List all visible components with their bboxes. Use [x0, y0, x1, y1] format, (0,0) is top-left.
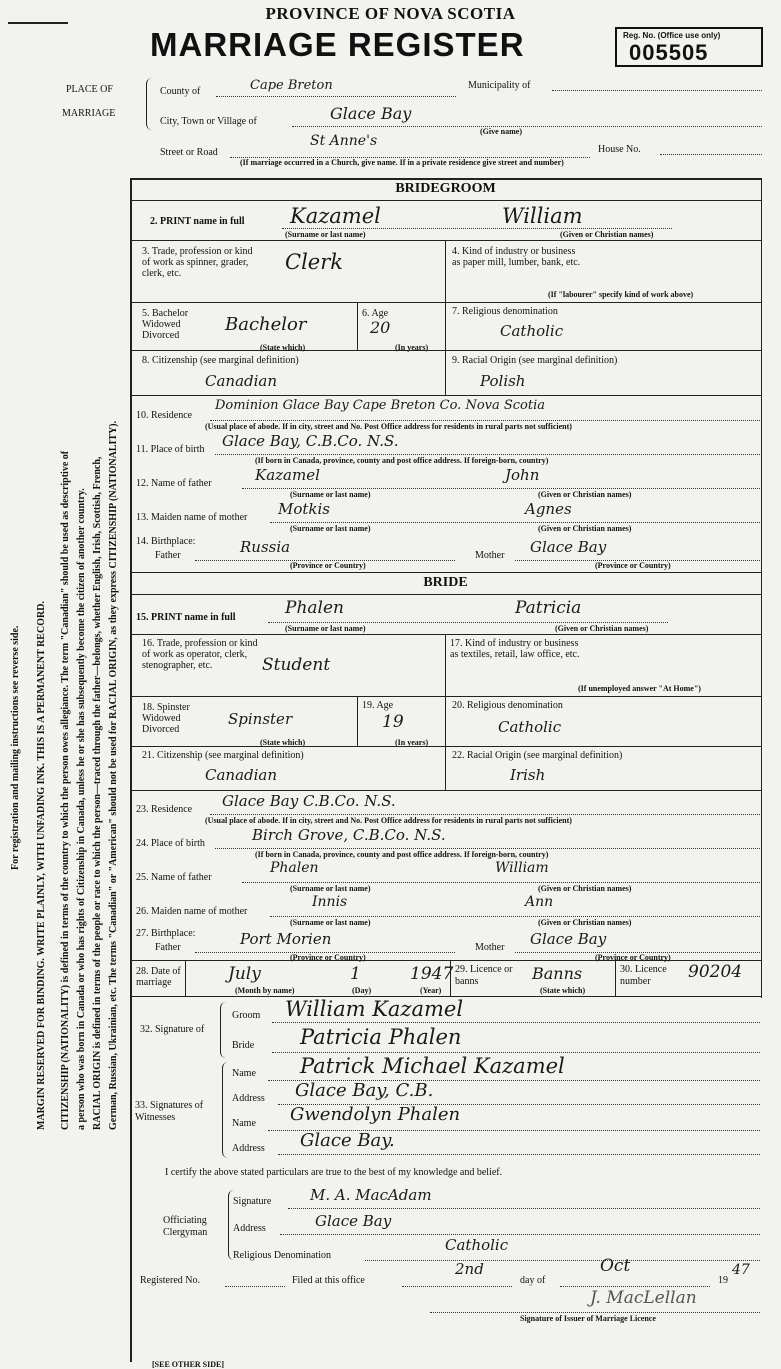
- reg-number-box: [615, 27, 763, 67]
- bride-surname-note: (Surname or last name): [285, 624, 366, 633]
- bride-mother-given-note: (Given or Christian names): [538, 918, 632, 927]
- clergy-denomination: Catholic: [445, 1236, 509, 1254]
- signature-of-label: 32. Signature of: [140, 1024, 205, 1035]
- groom-father-given: John: [505, 466, 540, 484]
- bride-residence-label: 23. Residence: [136, 804, 193, 815]
- groom-status-label: 5. Bachelor Widowed Divorced: [142, 308, 189, 341]
- groom-mother-word: Mother: [475, 550, 505, 561]
- province-heading: PROVINCE OF NOVA SCOTIA: [265, 4, 516, 23]
- bride-birthplace: Birch Grove, C.B.Co. N.S.: [252, 826, 446, 844]
- certify-text: I certify the above stated particulars are true to the best of my knowledge and belief.: [165, 1167, 503, 1178]
- witnesses-label: 33. Signatures of Witnesses: [135, 1100, 204, 1123]
- bride-father-label: 25. Name of father: [136, 872, 212, 883]
- frame-left: [130, 180, 132, 1362]
- bride-industry-label: 17. Kind of industry or business as textiles, retail, law office, etc.: [450, 638, 580, 660]
- bride-status-label: 18. Spinster Widowed Divorced: [142, 702, 190, 735]
- witness-brace: [222, 1062, 229, 1158]
- house-label: House No.: [598, 144, 641, 155]
- bride-mother-given: Ann: [525, 894, 554, 910]
- groom-mother-given-note: (Given or Christian names): [538, 524, 632, 533]
- bride-trade-label: 16. Trade, profession or kind of work as operator, clerk, stenographer, etc.: [142, 638, 258, 671]
- groom-birthplace: Glace Bay, C.B.Co. N.S.: [222, 432, 399, 450]
- margin-line-1: For registration and mailing instructions see reverse side.: [10, 625, 21, 870]
- bride-in-years: (In years): [395, 738, 429, 747]
- groom-father-given-note: (Given or Christian names): [538, 490, 632, 499]
- filed-label: Filed at this office: [292, 1275, 365, 1286]
- bride-residence-note: (Usual place of abode. If in city, street and No. Post Office address for residents in rural parts not sufficient): [205, 816, 572, 825]
- reg-label: Reg. No. (Office use only): [623, 31, 721, 40]
- bride-surname: Phalen: [285, 598, 344, 618]
- bride-given: Patricia: [515, 598, 582, 618]
- place-label-2: MARRIAGE: [62, 108, 116, 119]
- bride-racial: Irish: [510, 766, 546, 784]
- groom-surname: Kazamel: [290, 204, 381, 228]
- form-title: MARRIAGE REGISTER: [150, 26, 525, 63]
- bride-citizenship: Canadian: [205, 766, 278, 784]
- groom-residence: Dominion Glace Bay Cape Breton Co. Nova Scotia: [215, 398, 546, 413]
- filed-day: 2nd: [455, 1260, 484, 1278]
- bride-father-given: William: [495, 860, 549, 876]
- clergy-address: Glace Bay: [315, 1212, 392, 1230]
- banns-label: 29. Licence or banns: [455, 964, 513, 987]
- groom-industry-note: (If "labourer" specify kind of work above): [548, 290, 694, 299]
- marriage-day: 1: [350, 964, 361, 984]
- groom-birthplace-parents-label: 14. Birthplace:: [136, 536, 196, 547]
- bride-father-given-note: (Given or Christian names): [538, 884, 632, 893]
- frame-right: [761, 178, 762, 998]
- groom-given-note: (Given or Christian names): [560, 230, 654, 239]
- bride-mother-surname: Innis: [312, 894, 348, 910]
- give-name-note: (Give name): [480, 127, 522, 136]
- witness2-name: Gwendolyn Phalen: [290, 1104, 461, 1125]
- groom-racial: Polish: [480, 372, 526, 390]
- filed-year: 47: [732, 1262, 750, 1278]
- bride-birth-note: (If born in Canada, province, county and post office address. If foreign-born, country): [255, 850, 549, 859]
- groom-father-prov-note: (Province or Country): [290, 561, 366, 570]
- registered-label: Registered No.: [140, 1275, 200, 1286]
- groom-citizenship-label: 8. Citizenship (see marginal definition): [142, 355, 299, 366]
- bride-status: Spinster: [228, 710, 293, 728]
- bride-religion: Catholic: [498, 718, 562, 736]
- margin-line-2: MARGIN RESERVED FOR BINDING. WRITE PLAINLY, WITH UNFADING INK. THIS IS A PERMANENT RECORD.: [36, 601, 47, 1130]
- bride-mother-label: 26. Maiden name of mother: [136, 906, 248, 917]
- bride-name-label: 15. PRINT name in full: [136, 612, 236, 623]
- licence-label: 30. Licence number: [620, 964, 667, 987]
- groom-residence-label: 10. Residence: [136, 410, 193, 421]
- groom-father-word: Father: [155, 550, 181, 561]
- bridegroom-heading: BRIDEGROOM: [395, 181, 496, 196]
- place-brace: [146, 78, 153, 130]
- groom-industry-label: 4. Kind of industry or business as paper mill, lumber, bank, etc.: [452, 246, 581, 268]
- marriage-year: 1947: [410, 964, 454, 984]
- groom-mother-label: 13. Maiden name of mother: [136, 512, 248, 523]
- groom-status: Bachelor: [225, 314, 307, 335]
- witness1-name: Patrick Michael Kazamel: [300, 1054, 565, 1078]
- bride-racial-label: 22. Racial Origin (see marginal definition): [452, 750, 623, 761]
- city-label: City, Town or Village of: [160, 116, 257, 127]
- bride-mother-birthplace: Glace Bay: [530, 930, 607, 948]
- street-label: Street or Road: [160, 147, 218, 158]
- denomination-label: Religious Denomination: [233, 1250, 332, 1261]
- groom-in-years: (In years): [395, 343, 429, 352]
- bride-residence: Glace Bay C.B.Co. N.S.: [222, 792, 396, 810]
- bride-mother-prov-note: (Province or Country): [595, 953, 671, 962]
- bride-religion-label: 20. Religious denomination: [452, 700, 563, 711]
- groom-mother-given: Agnes: [525, 500, 572, 518]
- banns-value: Banns: [532, 964, 583, 983]
- year-note: (Year): [420, 986, 442, 995]
- bride-father-word: Father: [155, 942, 181, 953]
- groom-residence-note: (Usual place of abode. If in city, street and No. Post Office address for residents in rural parts not sufficient): [205, 422, 572, 431]
- groom-birthplace-label: 11. Place of birth: [136, 444, 205, 455]
- city-value: Glace Bay: [330, 104, 412, 123]
- bride-mother-surname-note: (Surname or last name): [290, 918, 371, 927]
- issuer-label: Signature of Issuer of Marriage Licence: [520, 1314, 656, 1323]
- bride-father-prov-note: (Province or Country): [290, 953, 366, 962]
- witness1-address: Glace Bay, C.B.: [295, 1080, 434, 1101]
- county-label: County of: [160, 86, 201, 97]
- groom-father-surname: Kazamel: [255, 466, 320, 484]
- reg-number: 005505: [629, 40, 709, 65]
- day-note: (Day): [352, 986, 372, 995]
- bride-citizenship-label: 21. Citizenship (see marginal definition): [142, 750, 304, 761]
- bride-given-note: (Given or Christian names): [555, 624, 649, 633]
- bride-industry-note: (If unemployed answer "At Home"): [578, 684, 701, 693]
- w2-name-label: Name: [232, 1118, 256, 1129]
- groom-trade: Clerk: [285, 250, 343, 274]
- municipality-label: Municipality of: [468, 80, 531, 91]
- month-note: (Month by name): [235, 986, 295, 995]
- groom-father-label: 12. Name of father: [136, 478, 212, 489]
- banns-state-which: (State which): [540, 986, 586, 995]
- date-label: 28. Date of marriage: [136, 966, 181, 988]
- groom-birth-note: (If born in Canada, province, county and post office address. If foreign-born, country): [255, 456, 549, 465]
- groom-racial-label: 9. Racial Origin (see marginal definition): [452, 355, 618, 366]
- groom-signature: William Kazamel: [285, 997, 464, 1021]
- bride-mother-word: Mother: [475, 942, 505, 953]
- filed-month: Oct: [600, 1256, 631, 1276]
- groom-citizenship: Canadian: [205, 372, 278, 390]
- bride-age-label: 19. Age: [362, 700, 394, 711]
- street-value: St Anne's: [310, 133, 378, 149]
- bride-state-which: (State which): [260, 738, 306, 747]
- w1-address-label: Address: [232, 1093, 265, 1104]
- groom-name-label: 2. PRINT name in full: [150, 216, 245, 227]
- margin-line-6: German, Russian, Ukrainian, etc. The terms "Canadian" or "American" should not be used for RACIAL ORIGIN, as they express CITIZENSHIP (NATIONALITY).: [108, 420, 119, 1130]
- bride-signature: Patricia Phalen: [300, 1025, 462, 1049]
- clergy-sig-label: Signature: [233, 1196, 272, 1207]
- signature-brace: [220, 1002, 227, 1058]
- groom-age: 20: [370, 318, 391, 337]
- groom-surname-note: (Surname or last name): [285, 230, 366, 239]
- clergy-signature: M. A. MacAdam: [310, 1186, 432, 1204]
- groom-state-which: (State which): [260, 343, 306, 352]
- bride-age: 19: [382, 712, 404, 732]
- margin-line-3: CITIZENSHIP (NATIONALITY) is defined in terms of the country to which the person owes allegiance. The term "Canadian" should be used as descriptive of: [60, 450, 71, 1130]
- clergyman-label: Officiating Clergyman: [163, 1215, 208, 1238]
- see-other-side: [SEE OTHER SIDE]: [152, 1360, 225, 1369]
- bride-father-surname: Phalen: [270, 860, 319, 876]
- groom-religion-label: 7. Religious denomination: [452, 306, 558, 317]
- groom-religion: Catholic: [500, 322, 564, 340]
- day-of-label: day of: [520, 1275, 546, 1286]
- groom-mother-birthplace: Glace Bay: [530, 538, 607, 556]
- issuer-signature: J. MacLellan: [590, 1288, 697, 1308]
- street-note: (If marriage occurred in a Church, give name. If in a private residence give street and number): [240, 158, 564, 167]
- marriage-month: July: [228, 964, 261, 984]
- groom-father-birthplace: Russia: [240, 538, 291, 556]
- licence-number: 90204: [688, 962, 743, 982]
- bride-birthplace-label: 24. Place of birth: [136, 838, 205, 849]
- w2-address-label: Address: [232, 1143, 265, 1154]
- groom-mother-surname: Motkis: [278, 500, 331, 518]
- bride-trade: Student: [262, 655, 331, 675]
- bride-father-surname-note: (Surname or last name): [290, 884, 371, 893]
- groom-mother-surname-note: (Surname or last name): [290, 524, 371, 533]
- witness2-address: Glace Bay.: [300, 1130, 395, 1151]
- bride-birthplace-parents-label: 27. Birthplace:: [136, 928, 196, 939]
- margin-line-5: RACIAL ORIGIN is defined in terms of the people or race to which the person—traced through the father—belongs, whether English, Irish, Scottish, French,: [92, 456, 103, 1130]
- w1-name-label: Name: [232, 1068, 256, 1079]
- clergy-address-label: Address: [233, 1223, 266, 1234]
- frame-top: [130, 178, 761, 180]
- place-label-1: PLACE OF: [66, 84, 113, 95]
- groom-sig-label: Groom: [232, 1010, 261, 1021]
- bride-father-birthplace: Port Morien: [240, 930, 332, 948]
- bride-heading: BRIDE: [423, 575, 468, 590]
- groom-given: William: [502, 204, 583, 228]
- groom-age-label: 6. Age: [362, 308, 389, 319]
- groom-trade-label: 3. Trade, profession or kind of work as spinner, grader, clerk, etc.: [142, 246, 253, 279]
- county-value: Cape Breton: [250, 78, 333, 93]
- groom-mother-prov-note: (Province or Country): [595, 561, 671, 570]
- bride-sig-label: Bride: [232, 1040, 255, 1051]
- year-prefix: 19: [718, 1275, 728, 1286]
- groom-father-surname-note: (Surname or last name): [290, 490, 371, 499]
- margin-line-4: a person who was born in Canada or who has rights of Citizenship in Canada, unless he or she has subsequently become the citizen of another country.: [76, 488, 87, 1130]
